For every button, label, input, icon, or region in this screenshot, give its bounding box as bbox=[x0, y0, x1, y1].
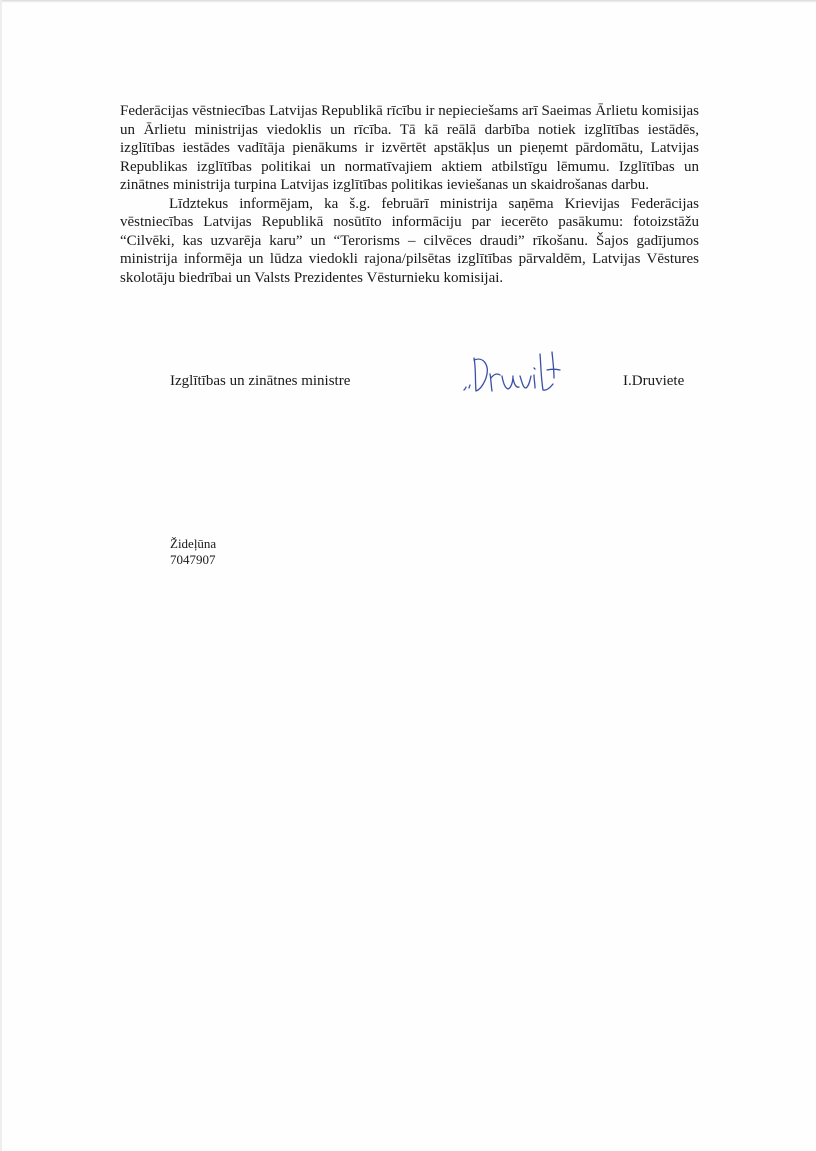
scan-edge-top bbox=[0, 0, 816, 3]
handwritten-signature bbox=[460, 348, 570, 396]
author-name: Žideļūna bbox=[170, 536, 217, 551]
letter-body bbox=[120, 102, 699, 287]
signatory-name: I.Druviete bbox=[623, 373, 685, 389]
paragraph-information: Līdztekus informējam, ka š.g. februārī ministrija saņēma Krievijas Federācijas vēstniecības Latvijas Republikā nosūtīto informāciju par iecerēto pasākumu: fotoizstāžu “Cilvēki, kas uzvarēja karu” un “Terorisms – cilvēces draudi” rīkošanu. Šajos gadījumos ministrija informēja un lūdza viedokli rajona/pilsētas izglītības pārvaldēm, Latvijas Vēstures skolotāju biedrībai un Valsts Prezidentes Vēsturnieku komisijai. bbox=[120, 195, 699, 286]
author-block bbox=[170, 536, 216, 568]
paragraph-continuation: Federācijas vēstniecības Latvijas Republikā rīcību ir nepieciešams arī Saeimas Ārlietu komisijas un Ārlietu ministrijas viedoklis un rīcība. Tā kā reālā darbība notiek izglītības iestādēs, izglītības iestādes vadītāja pienākums ir izvērtēt apstākļus un pieņemt pārdomātu, Latvijas Republikas izglītības politikai un normatīvajiem aktiem atbilstīgu lēmumu. Izglītības un zinātnes ministrija turpina Latvijas izglītības politikas ieviešanas un skaidrošanas darbu. bbox=[120, 103, 699, 193]
scan-edge-left bbox=[0, 0, 2, 1151]
author-phone: 7047907 bbox=[170, 552, 216, 567]
signatory-title: Izglītības un zinātnes ministre bbox=[170, 373, 351, 389]
